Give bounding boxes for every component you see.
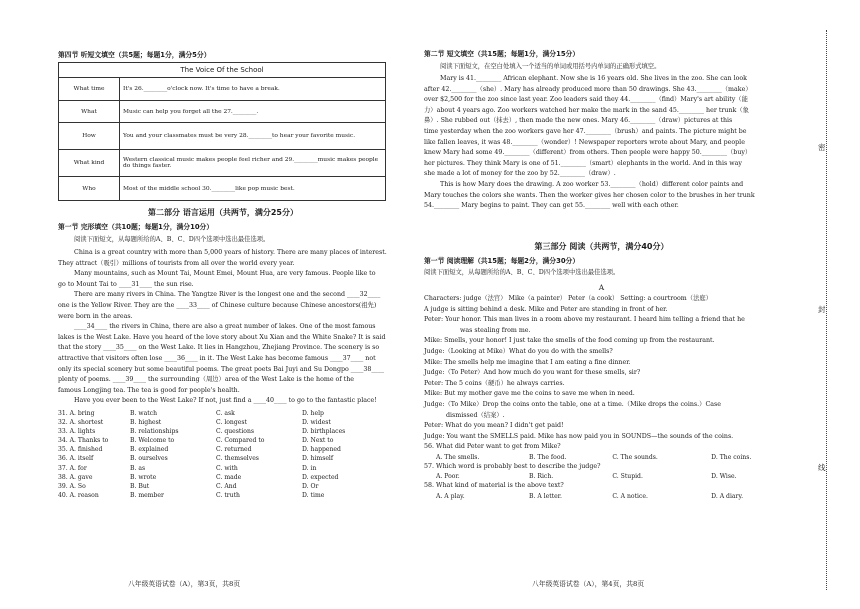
option-row xyxy=(424,492,779,501)
passage-line: ____34____ the rivers in China, there are also a great number of lakes. One of the most famous xyxy=(74,323,376,331)
table-caption-row xyxy=(59,63,386,78)
table-row xyxy=(59,150,386,177)
option-row xyxy=(58,464,388,473)
passage-line: Mary touches the colors she wants. Then the worker gives her chosen color to the brushes in her trunk xyxy=(424,191,755,199)
option-b: B. wrote xyxy=(130,473,157,481)
fill-blank-passage xyxy=(424,74,779,212)
option-c: C. A notice. xyxy=(612,492,648,500)
option-a: A. The smells. xyxy=(436,453,480,461)
binding-margin xyxy=(818,0,858,609)
passage-letter: A xyxy=(598,283,605,292)
passage-line: famous Longjing tea. The tea is good for people's health. xyxy=(58,386,240,394)
part2-title: 第二部分 语言运用（共两节，满分25分） xyxy=(148,208,298,217)
option-b: B. as xyxy=(130,464,146,472)
passage-line: was stealing from me. xyxy=(460,326,531,334)
option-c: C. with xyxy=(216,464,238,472)
passage-line: Many mountains, such as Mount Tai, Mount Emei, Mount Hua, are very famous. People like to xyxy=(74,270,376,278)
option-b: B. A letter. xyxy=(529,492,562,500)
option-a: 40. A. reason xyxy=(58,491,99,499)
passage-line: she made a lot of money for the zoo by 52.________（draw）. xyxy=(424,170,616,178)
passage-line: attractive that visitors often lose ____36____ in it. The West Lake has become famous ____37____ not xyxy=(58,354,376,362)
passage-line: Have you ever been to the West Lake? If not, just find a ____40____ to go to the fantastic place! xyxy=(74,397,377,405)
passage-line: 力）about 4 years ago. Zoo workers watched her make the mark in the sand 45.________ her trunk（象 xyxy=(424,106,749,114)
option-row xyxy=(58,427,388,436)
option-c: C. And xyxy=(216,482,237,490)
table-row-value: Western classical music makes people feel richer and 29.________music makes people do things faster. xyxy=(120,150,386,177)
option-d: D. in xyxy=(302,464,317,472)
option-c: C. ask xyxy=(216,410,235,417)
passage-line: time yesterday when the zoo workers gave her 47.________（brush）and paints. The picture might be xyxy=(424,127,747,135)
part3-title: 第三部分 阅读（共两节，满分40分） xyxy=(534,242,669,251)
option-b: B. ourselves xyxy=(130,455,168,463)
passage-line: only its special scenery but some beautiful poems. The great poets Bai Juyi and Su Dongpo ____38____ xyxy=(58,365,384,373)
option-row xyxy=(58,473,388,482)
table-row-value: It's 26.________o'clock now. It's time to have a break. xyxy=(120,78,386,101)
fill-blank-section-title: 第二节 短文填空（共15题；每题1分，满分15分） xyxy=(424,50,580,58)
option-d: D. birthplaces xyxy=(302,428,346,436)
option-d: D. happened xyxy=(302,446,341,454)
passage-line: like fallen leaves, it was 48.________（wonder）! Newspaper reporters wrote about Mary, and people xyxy=(424,138,745,146)
option-row xyxy=(58,409,388,418)
option-b: B. Rich. xyxy=(529,473,554,481)
option-b: B. relationships xyxy=(130,428,179,436)
option-a: 31. A. bring xyxy=(58,410,95,417)
option-d: D. help xyxy=(302,410,324,417)
table-row xyxy=(59,123,386,150)
option-a: 33. A. lights xyxy=(58,428,96,436)
table-row xyxy=(59,78,386,101)
passage-line: Mike: But my mother gave me the coins to save me when in need. xyxy=(424,390,635,398)
passage-line: A judge is sitting behind a desk. Mike and Peter are standing in front of her. xyxy=(424,305,668,313)
option-a: A. A play. xyxy=(436,492,465,500)
option-d: D. Next to xyxy=(302,437,334,445)
passage-line: one is the Yellow River. They are the ____33____ of Chinese culture because Chinese ancestors(祖先) xyxy=(58,301,377,309)
cloze-options xyxy=(58,409,388,500)
passage-line: dismissed（结案）. xyxy=(446,411,505,419)
option-d: D. Wise. xyxy=(711,473,737,481)
passage-line: over $2,500 for the zoo since last year. Zoo leaders said they 44.________（find）Mary's art ability（能 xyxy=(424,96,748,104)
option-row xyxy=(424,453,779,462)
passage-line: Peter: The 5 coins（硬币）he always carries. xyxy=(424,379,565,387)
passage-line: knew Mary had some 49.________（different）from others. Then people were happy 50.________（buy） xyxy=(424,149,752,157)
option-b: B. The food. xyxy=(529,453,567,461)
option-b: B. explained xyxy=(130,446,169,454)
option-row xyxy=(58,445,388,454)
table-row-key: What xyxy=(59,101,120,123)
table-caption: The Voice Of the School xyxy=(59,63,386,78)
passage-line: Mike: Smells, your honor! I just take the smells of the food coming up from the restaurant. xyxy=(424,337,715,345)
question: 57. Which word is probably best to describe the judge? xyxy=(424,462,601,470)
option-d: D. Or xyxy=(302,482,319,490)
table-row-key: Who xyxy=(59,177,120,201)
cloze-section-title: 第一节 完形填空（共10题；每题1分，满分10分） xyxy=(58,223,214,231)
page-footer-right: 八年级英语试卷（A），第4页，共8页 xyxy=(532,580,645,588)
passage-line: Judge:（To Mike）Drop the coins onto the table, one at a time.（Mike drops the coins.）Case xyxy=(424,400,721,408)
option-c: C. The sounds. xyxy=(612,453,658,461)
option-row xyxy=(58,482,388,491)
table-row-value: Music can help you forget all the 27.________. xyxy=(120,101,386,123)
cloze-instructions: 阅读下面短文，从每题所给的A、B、C、D四个选项中选出最佳选项。 xyxy=(74,236,270,243)
passage-line: Judge:（To Peter）And how much do you want for these smells, sir? xyxy=(424,369,641,377)
option-b: B. highest xyxy=(130,419,162,427)
option-d: D. expected xyxy=(302,473,339,481)
option-c: C. truth xyxy=(216,491,240,499)
table-row xyxy=(59,101,386,123)
option-d: D. widest xyxy=(302,419,331,427)
option-b: B. Welcome to xyxy=(130,437,175,445)
reading-instructions: 阅读下面短文，从每题所给的A、B、C、D四个选项中选出最佳选项。 xyxy=(424,269,620,276)
binding-char-seal: 密 xyxy=(818,140,826,155)
table-row-key: How xyxy=(59,123,120,150)
passage-line: Peter: Your honor. This man lives in a room above my restaurant. I heard him telling a friend that he xyxy=(424,316,745,324)
table-row-value: Most of the middle school 30.________like pop music best. xyxy=(120,177,386,201)
passage-line: plenty of poems. ____39____ the surrounding（周边）area of the West Lake is the home of the xyxy=(58,376,354,384)
listening-table xyxy=(58,62,386,201)
passage-line: after 42.________（she）. Mary has already produced more than 50 drawings. She 43.________（make） xyxy=(424,85,752,93)
passage-line: 鼻）. She rubbed out（抹去）, then made the new ones. Mary 46.________（draw）pictures at this xyxy=(424,117,733,125)
option-c: C. longest xyxy=(216,419,247,427)
passage-line: Peter: What do you mean? I didn't get paid! xyxy=(424,422,564,430)
option-b: B. But xyxy=(130,482,150,490)
option-row xyxy=(58,418,388,427)
passage-line: There are many rivers in China. The Yangtze River is the longest one and the second ____32____ xyxy=(74,291,381,299)
option-c: C. made xyxy=(216,473,242,481)
passage-line: China is a great country with more than 5,000 years of history. There are many places of interest. xyxy=(74,249,387,256)
option-row xyxy=(58,491,388,500)
fill-blank-instructions: 阅读下面短文，在空白处填入一个适当的单词或用括号内单词的正确形式填空。 xyxy=(440,63,661,70)
binding-char-line: 线 xyxy=(818,460,826,475)
table-row-key: What time xyxy=(59,78,120,101)
option-a: 35. A. finished xyxy=(58,446,103,454)
option-a: 38. A. gave xyxy=(58,473,93,481)
listening-section-title: 第四节 听短文填空（共5题；每题1分，满分5分） xyxy=(58,51,211,59)
option-b: B. watch xyxy=(130,410,157,417)
option-d: D. time xyxy=(302,491,325,499)
passage-line: Mary is 41.________ African elephant. Now she is 16 years old. She lives in the zoo. She can look xyxy=(440,75,748,82)
binding-dotted-line xyxy=(826,30,827,590)
reading-passage xyxy=(424,294,779,442)
option-row xyxy=(58,436,388,445)
option-a: 39. A. So xyxy=(58,482,86,490)
option-d: D. The coins. xyxy=(711,453,752,461)
option-a: 34. A. Thanks to xyxy=(58,437,109,445)
passage-line: They attract（吸引）millions of tourists from all over the world every year. xyxy=(58,259,295,267)
option-a: 36. A. itself xyxy=(58,455,94,463)
option-d: D. A diary. xyxy=(711,492,744,500)
passage-line: 54.________ Mary begins to paint. They can get 55.________ well with each other. xyxy=(424,202,679,210)
passage-line: go to Mount Tai to ____31____ the sun rise. xyxy=(58,280,194,288)
question: 58. What kind of material is the above text? xyxy=(424,482,564,490)
option-a: 37. A. for xyxy=(58,464,87,472)
passage-line: Characters: judge（法官） Mike（a painter） Peter（a cook） Setting: a courtroom（法庭） xyxy=(424,295,712,302)
passage-line: Mike: The smells help me imagine that I am eating a fine dinner. xyxy=(424,358,631,366)
option-row xyxy=(58,454,388,463)
option-b: B. member xyxy=(130,491,164,499)
option-c: C. Compared to xyxy=(216,437,265,445)
passage-line: Judge: You want the SMELLS paid. Mike has now paid you in SOUNDS—the sounds of the coins. xyxy=(424,432,734,440)
passage-line: lakes is the West Lake. Have you heard of the love story about Xu Xian and the White Snake? It is said xyxy=(58,333,386,341)
question: 56. What did Peter want to get from Mike? xyxy=(424,443,561,450)
reading-questions xyxy=(424,442,779,501)
table-row-value: You and your classmates must be very 28.________to hear your favorite music. xyxy=(120,123,386,150)
option-c: C. themselves xyxy=(216,455,259,463)
passage-line: This is how Mary does the drawing. A zoo worker 53.________（hold）different color paints and xyxy=(440,180,744,188)
option-c: C. returned xyxy=(216,446,252,454)
page-footer-left: 八年级英语试卷（A），第3页，共8页 xyxy=(128,580,241,588)
passage-line: her pictures. They think Mary is one of 51.________（smart）elephants in the world. And in this way xyxy=(424,159,742,167)
option-row xyxy=(424,472,779,481)
option-a: 32. A. shortest xyxy=(58,419,104,427)
passage-line: Judge:（Looking at Mike）What do you do with the smells? xyxy=(424,347,613,355)
cloze-passage xyxy=(58,248,388,407)
binding-char-close: 封 xyxy=(818,302,826,317)
option-a: A. Poor. xyxy=(436,473,460,481)
option-d: D. himself xyxy=(302,455,334,463)
option-c: C. questions xyxy=(216,428,254,436)
table-row-key: What kind xyxy=(59,150,120,177)
passage-line: that the story ____35____ on the West Lake. It lies in Hangzhou, Zhejiang Province. The scenery is so xyxy=(58,344,380,352)
table-row xyxy=(59,177,386,201)
passage-line: were born in the areas. xyxy=(58,312,133,320)
option-c: C. Stupid. xyxy=(612,473,643,481)
reading-section-title: 第一节 阅读理解（共15题；每题2分，满分30分） xyxy=(424,257,580,265)
